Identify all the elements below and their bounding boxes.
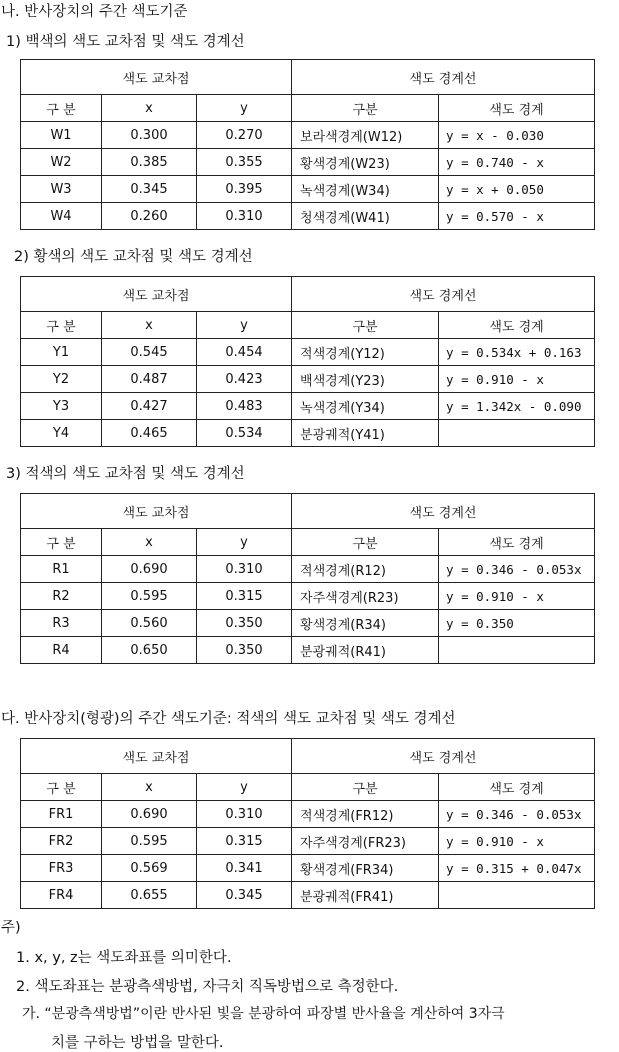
cell-y: 0.345 [197,882,292,909]
cell-y: 0.270 [197,122,292,149]
cell-boundary-name: 황색경계(FR34) [292,855,439,882]
table-row [21,801,595,828]
table-row [21,366,595,393]
cell-y: 0.534 [197,420,292,447]
cell-id: R2 [21,583,102,610]
col-header-eq: 색도 경계 [439,95,595,122]
cell-x: 0.545 [102,339,197,366]
cell-boundary-eq: y = 0.350 [439,610,595,637]
table-row [21,637,595,664]
col-header-x: x [102,774,197,801]
group-header-boundary: 색도 경계선 [292,494,595,529]
col-header-x: x [102,312,197,339]
cell-id: FR2 [21,828,102,855]
notes-heading: 주) [1,920,21,936]
table-yellow-chromaticity [20,276,595,447]
col-header-y: y [197,774,292,801]
col-header-eq: 색도 경계 [439,774,595,801]
cell-boundary-eq: y = 0.740 - x [439,149,595,176]
cell-id: W4 [21,203,102,230]
note-2a-line-2: 치를 구하는 방법을 말한다. [51,1035,224,1051]
table-row [21,122,595,149]
subtitle-yellow: 2) 황색의 색도 교차점 및 색도 경계선 [14,249,253,265]
cell-y: 0.355 [197,149,292,176]
table-row [21,882,595,909]
cell-x: 0.595 [102,583,197,610]
cell-x: 0.560 [102,610,197,637]
col-header-label: 구 분 [21,529,102,556]
table-row [21,393,595,420]
cell-x: 0.300 [102,122,197,149]
cell-boundary-eq: y = x - 0.030 [439,122,595,149]
group-header-intersection: 색도 교차점 [21,60,292,95]
cell-boundary-name: 청색경계(W41) [292,203,439,230]
cell-y: 0.310 [197,556,292,583]
cell-boundary-eq [439,637,595,664]
cell-boundary-name: 분광궤적(Y41) [292,420,439,447]
col-header-label: 구 분 [21,95,102,122]
cell-x: 0.345 [102,176,197,203]
cell-x: 0.487 [102,366,197,393]
note-1: 1. x, y, z는 색도좌표를 의미한다. [16,950,232,966]
cell-id: W3 [21,176,102,203]
col-header-label: 구 분 [21,312,102,339]
note-2a-line-1: 가. “분광측색방법”이란 반사된 빛을 분광하여 파장별 반사율을 계산하여 3자극 [22,1006,505,1022]
cell-y: 0.350 [197,637,292,664]
cell-boundary-name: 자주색경계(R23) [292,583,439,610]
cell-x: 0.569 [102,855,197,882]
cell-boundary-eq: y = 0.910 - x [439,828,595,855]
cell-y: 0.315 [197,828,292,855]
cell-boundary-name: 분광궤적(FR41) [292,882,439,909]
cell-boundary-eq: y = 0.910 - x [439,583,595,610]
table-row [21,203,595,230]
table-row [21,583,595,610]
cell-id: FR1 [21,801,102,828]
cell-boundary-name: 자주색경계(FR23) [292,828,439,855]
cell-boundary-name: 적색경계(FR12) [292,801,439,828]
cell-boundary-name: 황색경계(R34) [292,610,439,637]
cell-y: 0.310 [197,203,292,230]
cell-y: 0.310 [197,801,292,828]
cell-boundary-eq [439,882,595,909]
table-red-chromaticity [20,493,595,664]
cell-id: Y1 [21,339,102,366]
cell-id: R3 [21,610,102,637]
cell-boundary-name: 보라색경계(W12) [292,122,439,149]
cell-boundary-eq: y = 0.910 - x [439,366,595,393]
col-header-name: 구분 [292,774,439,801]
table-row [21,828,595,855]
cell-y: 0.483 [197,393,292,420]
cell-x: 0.465 [102,420,197,447]
cell-boundary-name: 녹색경계(Y34) [292,393,439,420]
cell-boundary-name: 백색경계(Y23) [292,366,439,393]
group-header-boundary: 색도 경계선 [292,277,595,312]
cell-y: 0.350 [197,610,292,637]
col-header-y: y [197,312,292,339]
cell-id: Y4 [21,420,102,447]
table-row [21,339,595,366]
group-header-intersection: 색도 교차점 [21,494,292,529]
section-title-da: 다. 반사장치(형광)의 주간 색도기준: 적색의 색도 교차점 및 색도 경계선 [1,711,456,727]
cell-x: 0.690 [102,556,197,583]
cell-y: 0.395 [197,176,292,203]
cell-id: FR3 [21,855,102,882]
cell-x: 0.427 [102,393,197,420]
cell-boundary-eq: y = 0.346 - 0.053x [439,801,595,828]
col-header-y: y [197,529,292,556]
col-header-name: 구분 [292,95,439,122]
table-white-chromaticity [20,59,595,230]
cell-y: 0.423 [197,366,292,393]
cell-y: 0.454 [197,339,292,366]
cell-boundary-name: 황색경계(W23) [292,149,439,176]
cell-boundary-name: 분광궤적(R41) [292,637,439,664]
subtitle-red: 3) 적색의 색도 교차점 및 색도 경계선 [6,466,245,482]
cell-id: FR4 [21,882,102,909]
cell-boundary-eq: y = x + 0.050 [439,176,595,203]
cell-boundary-eq: y = 0.534x + 0.163 [439,339,595,366]
subtitle-white: 1) 백색의 색도 교차점 및 색도 경계선 [6,34,245,50]
cell-boundary-eq: y = 1.342x - 0.090 [439,393,595,420]
cell-id: W1 [21,122,102,149]
group-header-boundary: 색도 경계선 [292,60,595,95]
col-header-name: 구분 [292,529,439,556]
group-header-intersection: 색도 교차점 [21,739,292,774]
cell-id: Y2 [21,366,102,393]
cell-id: R4 [21,637,102,664]
cell-x: 0.385 [102,149,197,176]
col-header-x: x [102,95,197,122]
table-row [21,420,595,447]
section-title-na: 나. 반사장치의 주간 색도기준 [1,4,188,20]
table-fluorescent-red-chromaticity [20,738,595,909]
cell-x: 0.260 [102,203,197,230]
cell-boundary-eq: y = 0.346 - 0.053x [439,556,595,583]
table-row [21,149,595,176]
note-2: 2. 색도좌표는 분광측색방법, 자극치 직독방법으로 측정한다. [16,979,399,995]
col-header-y: y [197,95,292,122]
cell-boundary-eq [439,420,595,447]
table-row [21,855,595,882]
cell-id: Y3 [21,393,102,420]
cell-y: 0.341 [197,855,292,882]
cell-x: 0.655 [102,882,197,909]
cell-boundary-eq: y = 0.570 - x [439,203,595,230]
cell-x: 0.690 [102,801,197,828]
group-header-boundary: 색도 경계선 [292,739,595,774]
cell-boundary-eq: y = 0.315 + 0.047x [439,855,595,882]
cell-boundary-name: 적색경계(Y12) [292,339,439,366]
cell-boundary-name: 적색경계(R12) [292,556,439,583]
table-row [21,610,595,637]
cell-boundary-name: 녹색경계(W34) [292,176,439,203]
group-header-intersection: 색도 교차점 [21,277,292,312]
col-header-eq: 색도 경계 [439,529,595,556]
table-row [21,556,595,583]
col-header-name: 구분 [292,312,439,339]
cell-id: R1 [21,556,102,583]
cell-x: 0.595 [102,828,197,855]
cell-x: 0.650 [102,637,197,664]
col-header-x: x [102,529,197,556]
col-header-label: 구 분 [21,774,102,801]
cell-id: W2 [21,149,102,176]
col-header-eq: 색도 경계 [439,312,595,339]
cell-y: 0.315 [197,583,292,610]
table-row [21,176,595,203]
